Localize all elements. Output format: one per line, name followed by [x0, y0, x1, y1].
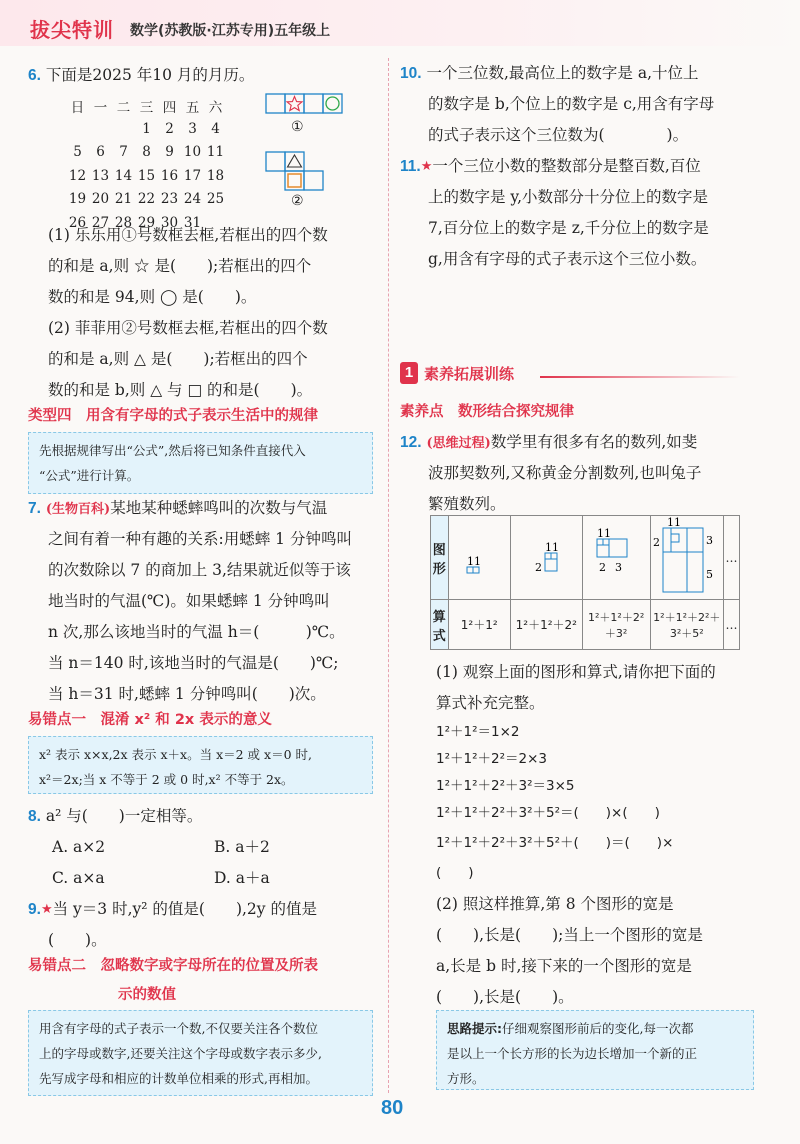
- formula-ellipsis: …: [723, 600, 739, 650]
- error1-tip: [28, 736, 373, 794]
- formula-2: 1²＋1²＋2²: [510, 600, 582, 650]
- q10-line3: 的式子表示这个三位数为( )。: [428, 126, 689, 144]
- q11-number: 11.: [400, 158, 421, 175]
- q8-option-c: C. a×a: [52, 869, 105, 887]
- figure-4-label-d: 3: [705, 534, 713, 547]
- error2-tip-line1: 用含有字母的式子表示一个数,不仅要关注各个数位: [39, 1021, 318, 1036]
- q8-text: a² 与( )一定相等。: [45, 807, 203, 825]
- q10-text1: 一个三位数,最高位上的数字是 a,十位上: [426, 64, 699, 82]
- calendar-day: 16: [160, 167, 179, 184]
- q6-p1-line1: (1) 乐乐用①号数框去框,若框出的四个数: [48, 226, 328, 244]
- q12-number: 12.: [400, 434, 422, 451]
- q7-line3: 的次数除以 7 的商加上 3,结果就近似等于该: [48, 561, 351, 579]
- figure-2-label-b: 1: [552, 541, 560, 554]
- figure-4-svg: [651, 516, 723, 596]
- star-icon: [287, 97, 302, 111]
- q9-number: 9.: [28, 901, 41, 918]
- figure-4-label-b: 1: [673, 516, 681, 529]
- figure-2-svg: [511, 521, 581, 591]
- figure-3-label-c: 2: [599, 561, 607, 574]
- calendar-day: 25: [206, 191, 225, 208]
- q7-line4: 地当时的气温(℃)。如果蟋蟀 1 分钟鸣叫: [48, 592, 330, 610]
- frame-2-label: ②: [291, 193, 304, 209]
- section-title: 素养拓展训练: [424, 365, 515, 383]
- error2-label-line1: 易错点二 忽略数字或字母所在的位置及所表: [28, 958, 318, 974]
- q12-p2-line3: a,长是 b 时,接下来的一个图形的宽是: [436, 957, 692, 975]
- equation-2: 1²＋1²＋2²＝2×3: [436, 751, 547, 767]
- figure-3-label-a: 1: [597, 527, 605, 540]
- q6-p1-line3: 数的和是 94,则 ◯ 是( )。: [48, 288, 257, 306]
- figure-4-label-a: 1: [666, 516, 674, 529]
- calendar-weekday: 二: [116, 99, 131, 116]
- error2-tip-line2: 上的字母或数字,还要关注这个字母或数字表示多少,: [39, 1046, 322, 1061]
- q8-option-a: A. a×2: [52, 838, 106, 856]
- calendar-day: 18: [206, 167, 225, 184]
- type4-tip-line1: 先根据规律写出“公式”,然后将已知条件直接代入: [39, 443, 306, 458]
- error2-label-line2: 示的数值: [118, 987, 176, 1003]
- section-rule: [540, 376, 740, 378]
- q8-stem: [28, 801, 202, 832]
- formula-1: 1²＋1²: [448, 600, 510, 650]
- skill-label: 素养点 数形结合探究规律: [400, 404, 574, 420]
- column-divider: [388, 58, 389, 1093]
- calendar-week-2: [66, 141, 231, 165]
- calendar-day: 11: [206, 144, 225, 161]
- q6-number: 6.: [28, 67, 41, 84]
- calendar-day: 6: [96, 144, 105, 161]
- calendar-week-1: [66, 117, 231, 141]
- equation-1: 1²＋1²＝1×2: [436, 724, 520, 740]
- error2-tip-line3: 先写成字母和相应的计数单位相乘的形式,再相加。: [39, 1071, 318, 1086]
- calendar-weekday: 五: [185, 99, 200, 116]
- figure-4-label-e: 5: [705, 568, 713, 581]
- error1-tip-line2: x²＝2x;当 x 不等于 2 或 0 时,x² 不等于 2x。: [39, 772, 294, 787]
- hint-label: 思路提示:: [447, 1021, 502, 1036]
- q6-p2-line2: 的和是 a,则 △ 是( );若框出的四个: [48, 350, 308, 368]
- figure-4-label-c: 2: [652, 536, 660, 549]
- q7-tag: (生物百科): [45, 502, 111, 517]
- brand-logo: 拔尖特训: [30, 18, 114, 42]
- figure-2-label-c: 2: [535, 561, 543, 574]
- calendar-day: 30: [160, 214, 179, 231]
- q7-line2: 之间有着一种有趣的关系:用蟋蟀 1 分钟鸣叫: [48, 530, 352, 548]
- q6-p2-line1: (2) 菲菲用②号数框去框,若框出的四个数: [48, 319, 328, 337]
- q12-tag: (思维过程): [426, 436, 491, 451]
- figure-ellipsis: …: [723, 516, 739, 600]
- equation-5: 1²＋1²＋2²＋3²＋5²＋( )＝( )×: [436, 835, 674, 851]
- q7-line7: 当 h＝31 时,蟋蟀 1 分钟鸣叫( )次。: [48, 685, 326, 703]
- hint-line2: 是以上一个长方形的长为边长增加一个新的正: [447, 1046, 698, 1061]
- q12-line2: 波那契数列,又称黄金分割数列,也叫兔子: [428, 464, 702, 482]
- q8-option-b: B. a＋2: [214, 838, 270, 856]
- frame-1: [266, 94, 342, 113]
- calendar-day: 13: [91, 167, 110, 184]
- type4-tip-line2: “公式”进行计算。: [39, 468, 140, 483]
- error1-tip-line1: x² 表示 x×x,2x 表示 x＋x。当 x＝2 或 x＝0 时,: [39, 747, 312, 762]
- calendar-day: 7: [119, 144, 128, 161]
- calendar-weekday: 六: [208, 99, 223, 116]
- calendar-day: 20: [91, 191, 110, 208]
- figure-3-label-d: 3: [615, 561, 623, 574]
- calendar-day: 23: [160, 191, 179, 208]
- q6-intro: [28, 60, 254, 91]
- calendar-weekday: 四: [162, 99, 177, 116]
- circle-icon: [326, 97, 339, 110]
- q8-number: 8.: [28, 808, 41, 825]
- calendar-day: 26: [68, 214, 87, 231]
- book-subject: 数学(苏教版·江苏专用)五年级上: [130, 23, 331, 39]
- calendar-day: 17: [183, 167, 202, 184]
- calendar-weekday: 一: [93, 99, 108, 116]
- calendar-day: 9: [165, 144, 174, 161]
- frame-2: [266, 152, 323, 190]
- error2-tip: [28, 1010, 373, 1096]
- q11-line2: 上的数字是 y,小数部分十分位上的数字是: [428, 188, 709, 206]
- q12-p2-line1: (2) 照这样推算,第 8 个图形的宽是: [436, 895, 674, 913]
- row-header-formula: 算式: [431, 600, 449, 650]
- q12-p2-line4: ( ),长是( )。: [436, 988, 574, 1006]
- calendar-day: 24: [183, 191, 202, 208]
- calendar-day: 27: [91, 214, 110, 231]
- q7-number: 7.: [28, 500, 41, 517]
- calendar-day: 31: [183, 214, 202, 231]
- q7-line6: 当 n＝140 时,该地当时的气温是( )℃;: [48, 654, 339, 672]
- row-header-figure: 图形: [431, 516, 449, 600]
- calendar-day: 21: [114, 191, 133, 208]
- q11-text1: 一个三位小数的整数部分是整百数,百位: [432, 157, 701, 175]
- q12-p1-line2: 算式补充完整。: [436, 694, 545, 712]
- calendar-day: 22: [137, 191, 156, 208]
- section-badge: 1: [400, 362, 418, 384]
- figure-3-svg: [583, 521, 649, 591]
- calendar-weekdays: [66, 94, 231, 117]
- q9-text: 当 y＝3 时,y² 的值是( ),2y 的值是: [52, 900, 317, 918]
- equation-5-continued: ( ): [436, 865, 474, 881]
- equation-4: 1²＋1²＋2²＋3²＋5²＝( )×( ): [436, 805, 660, 821]
- q12-line1: [400, 427, 697, 459]
- calendar-day: 3: [188, 120, 197, 137]
- frame-1-label: ①: [291, 119, 304, 135]
- calendar-weekday: 日: [70, 99, 85, 116]
- q7-text1: 某地某种蟋蟀鸣叫的次数与气温: [110, 499, 328, 517]
- q9-line2: ( )。: [48, 931, 107, 949]
- q12-line3: 繁殖数列。: [428, 495, 506, 513]
- calendar-day: 28: [114, 214, 133, 231]
- calendar-day: 12: [68, 167, 87, 184]
- page-number: 80: [381, 1097, 404, 1119]
- calendar-day: 2: [165, 120, 174, 137]
- calendar-day: 19: [68, 191, 87, 208]
- type4-label: 类型四 用含有字母的式子表示生活中的规律: [28, 408, 318, 424]
- figure-1-svg: [449, 521, 509, 591]
- hint-box: [436, 1010, 754, 1090]
- formula-4: 1²＋1²＋2²＋3²＋5²: [650, 600, 723, 650]
- page-header: [0, 0, 800, 46]
- q9-star-icon: ★: [40, 902, 53, 917]
- error1-label: 易错点一 混淆 x² 和 2x 表示的意义: [28, 712, 272, 728]
- calendar-day: 1: [142, 120, 151, 137]
- q7-line1: [28, 493, 327, 525]
- figure-1: [448, 516, 510, 600]
- q6-p2-line3: 数的和是 b,则 △ 与 □ 的和是( )。: [48, 381, 313, 399]
- calendar-weekday: 三: [139, 99, 154, 116]
- calendar-day: 8: [142, 144, 151, 161]
- q10-line2: 的数字是 b,个位上的数字是 c,用含有字母: [428, 95, 715, 113]
- figure-2-label-a: 1: [545, 541, 553, 554]
- q11-line4: g,用含有字母的式子表示这个三位小数。: [428, 250, 707, 268]
- hint-line1: 仔细观察图形前后的变化,每一次都: [502, 1021, 694, 1036]
- figure-3-label-b: 1: [604, 527, 612, 540]
- number-frames: [262, 92, 362, 212]
- q11-line3: 7,百分位上的数字是 z,千分位上的数字是: [428, 219, 709, 237]
- figure-1-label-a: 1: [467, 555, 475, 568]
- calendar-day: 4: [211, 120, 220, 137]
- q12-p1-line1: (1) 观察上面的图形和算式,请你把下面的: [436, 663, 716, 681]
- calendar-day: 5: [73, 144, 82, 161]
- q10-number: 10.: [400, 65, 422, 82]
- square-icon: [288, 174, 301, 187]
- calendar-grid: [66, 94, 231, 235]
- hint-line3: 方形。: [447, 1071, 485, 1086]
- figure-2: [510, 516, 582, 600]
- formula-3: 1²＋1²＋2²＋3²: [582, 600, 650, 650]
- q7-line5: n 次,那么该地当时的气温 h＝( )℃。: [48, 623, 345, 641]
- figure-4: [650, 516, 723, 600]
- q6-intro-text: 下面是2025 年10 月的月历。: [45, 66, 255, 84]
- triangle-icon: [288, 155, 302, 167]
- q12-text1: 数学里有很多有名的数列,如斐: [490, 433, 698, 451]
- figure-1-label-b: 1: [474, 555, 482, 568]
- q8-option-d: D. a＋a: [214, 869, 270, 887]
- equation-3: 1²＋1²＋2²＋3²＝3×5: [436, 778, 575, 794]
- q9-line1: [28, 894, 317, 925]
- calendar-week-3: [66, 164, 231, 188]
- calendar-day: 15: [137, 167, 156, 184]
- q12-p2-line2: ( ),长是( );当上一个图形的宽是: [436, 926, 703, 944]
- calendar-day: 14: [114, 167, 133, 184]
- type4-tip: [28, 432, 373, 494]
- q11-star-icon: ★: [420, 159, 433, 174]
- calendar-day: 29: [137, 214, 156, 231]
- calendar: [66, 94, 231, 235]
- q10-line1: [400, 58, 699, 89]
- q6-p1-line2: 的和是 a,则 ☆ 是( );若框出的四个: [48, 257, 312, 275]
- section-banner: [400, 362, 740, 386]
- figure-3: [582, 516, 650, 600]
- calendar-week-4: [66, 188, 231, 212]
- fibonacci-table: [430, 515, 740, 650]
- calendar-day: 10: [183, 144, 202, 161]
- q11-line1: [400, 151, 701, 182]
